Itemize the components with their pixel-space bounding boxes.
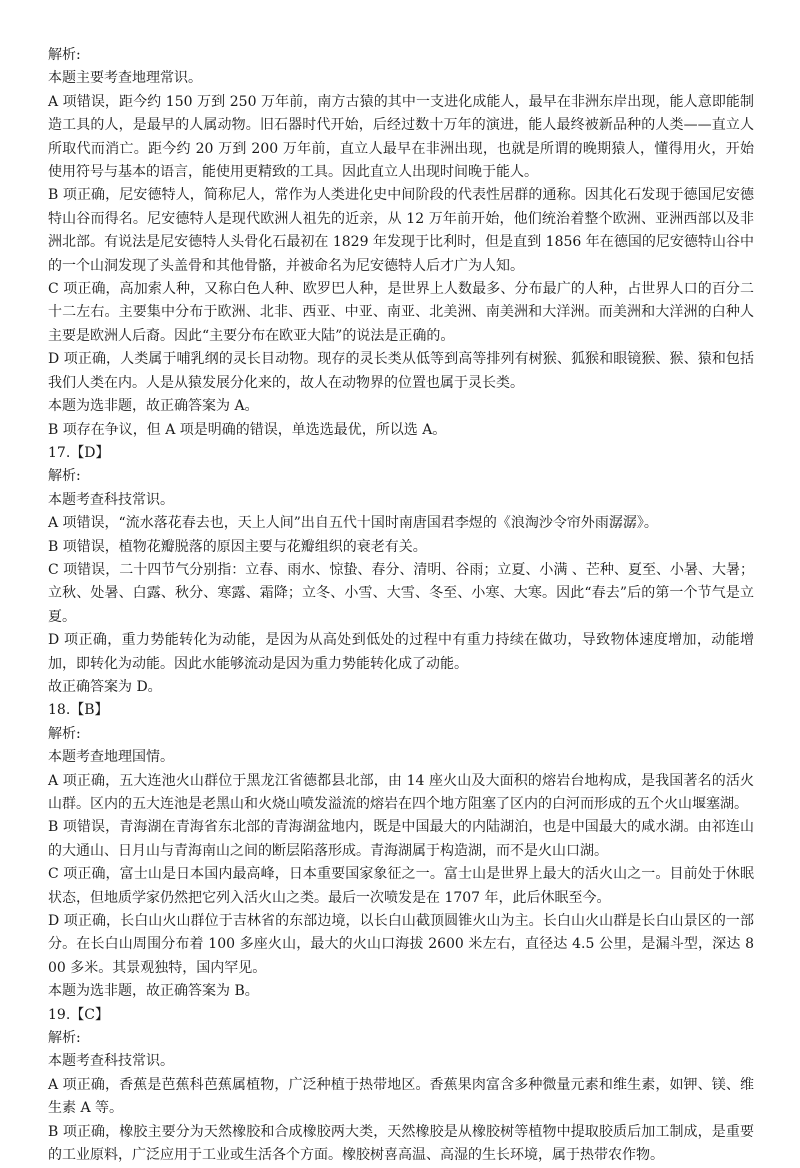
question-17-heading: 17.【D】: [48, 444, 110, 461]
answer-line: 本题为选非题，故正确答案为 B。: [48, 983, 259, 1000]
answer-analysis-document: [48, 44, 754, 1168]
question-19-heading: 19.【C】: [48, 1006, 109, 1023]
option-b-paragraph: B 项错误，青海湖在青海省东北部的青海湖盆地内，既是中国最大的内陆湖泊，也是中国最大的咸水湖。由祁连山的大通山、日月山与青海南山之间的断层陷落形成。青海湖属于构造湖，而不是火山口湖。: [48, 819, 754, 859]
analysis-label: 解析:: [48, 47, 81, 63]
option-b-paragraph: B 项错误，植物花瓣脱落的原因主要与花瓣组织的衰老有关。: [48, 538, 427, 555]
option-d-paragraph: D 项正确，重力势能转化为动能，是因为从高处到低处的过程中有重力持续在做功，导致物体速度增加，动能增加，即转化为动能。因此水能够流动是因为重力势能转化成了动能。: [48, 632, 754, 672]
option-b-paragraph: B 项正确，尼安德特人，简称尼人，常作为人类进化史中间阶段的代表性居群的通称。因其化石发现于德国尼安德特山谷而得名。尼安德特人是现代欧洲人祖先的近亲，从 12 万年前开始，他们统治着整个欧洲、亚洲西部以及非洲北部。有说法是尼安德特人头骨化石最初在 1829 年发现于比利时，但是直到 1856 年在德国的尼安德特山谷中的一个山洞发现了头盖骨和其他骨骼，并被命名为尼安德特人后才广为人知。: [48, 187, 754, 274]
topic-line: 本题主要考查地理常识。: [48, 70, 202, 87]
option-a-paragraph: A 项正确，香蕉是芭蕉科芭蕉属植物，广泛种植于热带地区。香蕉果肉富含多种微量元素和维生素，如钾、镁、维生素 A 等。: [48, 1076, 754, 1117]
option-a-paragraph: A 项错误，距今约 150 万到 250 万年前，南方古猿的其中一支进化成能人，最早在非洲东岸出现，能人意即能制造工具的人，是最早的人属动物。旧石器时代开始，后经过数十万年的演进，能人最终被新品种的人类——直立人所取代而消亡。距今约 20 万到 200 万年前，直立人最早在非洲出现，也就是所谓的晚期猿人，懂得用火，开始使用符号与基本的语言，能使用更精致的工具。因此直立人出现时间晚于能人。: [48, 93, 754, 181]
option-d-paragraph: D 项正确，长白山火山群位于吉林省的东部边境，以长白山截顶圆锥火山为主。长白山火山群是长白山景区的一部分。在长白山周围分布着 100 多座火山，最大的火山口海拔 2600 米左右，直径达 4.5 公里，是漏斗型，深达 800 多米。其景观独特，国内罕见。: [48, 913, 754, 976]
option-d-paragraph: D 项正确，人类属于哺乳纲的灵长目动物。现存的灵长类从低等到高等排列有树猴、狐猴和眼镜猴、猴、猿和包括我们人类在内。人是从猿发展分化来的，故人在动物界的位置也属于灵长类。: [48, 351, 754, 391]
analysis-label: 解析:: [48, 1030, 81, 1047]
topic-line: 本题考查科技常识。: [48, 1053, 174, 1070]
answer-line: 故正确答案为 D。: [48, 678, 162, 695]
answer-line: 本题为选非题，故正确答案为 A。: [48, 398, 259, 415]
option-c-paragraph: C 项正确，富士山是日本国内最高峰，日本重要国家象征之一。富士山是世界上最大的活火山之一。目前处于休眠状态，但地质学家仍然把它列入活火山之类。最后一次喷发是在 1707 年，此后休眠至今。: [48, 866, 754, 906]
option-a-paragraph: A 项错误，“流水落花春去也，天上人间”出自五代十国时南唐国君李煜的《浪淘沙令帘外雨潺潺》。: [48, 515, 658, 532]
option-b-paragraph: B 项正确，橡胶主要分为天然橡胶和合成橡胶两大类，天然橡胶是从橡胶树等植物中提取胶质后加工制成，是重要的工业原料，广泛应用于工业或生活各个方面。橡胶树喜高温、高湿的生长环境，属于热带农作物。: [48, 1123, 754, 1164]
note-line: B 项存在争议，但 A 项是明确的错误，单选选最优，所以选 A。: [48, 421, 447, 438]
analysis-label: 解析:: [48, 468, 81, 485]
analysis-label: 解析:: [48, 725, 81, 742]
option-c-paragraph: C 项错误，二十四节气分别指：立春、雨水、惊蛰、春分、清明、谷雨；立夏、小满 、芒种、夏至、小暑、大暑；立秋、处暑、白露、秋分、寒露、霜降；立冬、小雪、大雪、冬至、小寒、大寒。因此“春去”后的第一个节气是立夏。: [48, 561, 754, 625]
topic-line: 本题考查科技常识。: [48, 491, 174, 508]
question-18-heading: 18.【B】: [48, 702, 109, 719]
option-c-paragraph: C 项正确，高加索人种，又称白色人种、欧罗巴人种，是世界上人数最多、分布最广的人种，占世界人口的百分二十二左右。主要集中分布于欧洲、北非、西亚、中亚、南亚、北美洲、南美洲和大洋洲。而美洲和大洋洲的白种人主要是欧洲人后裔。因此“主要分布在欧亚大陆”的说法是正确的。: [48, 281, 754, 344]
option-a-paragraph: A 项正确，五大连池火山群位于黑龙江省德都县北部，由 14 座火山及大面积的熔岩台地构成，是我国著名的活火山群。区内的五大连池是老黑山和火烧山喷发溢流的熔岩在四个地方阻塞了区内的白河而形成的五个火山堰塞湖。: [48, 772, 754, 812]
topic-line: 本题考查地理国情。: [48, 749, 174, 766]
